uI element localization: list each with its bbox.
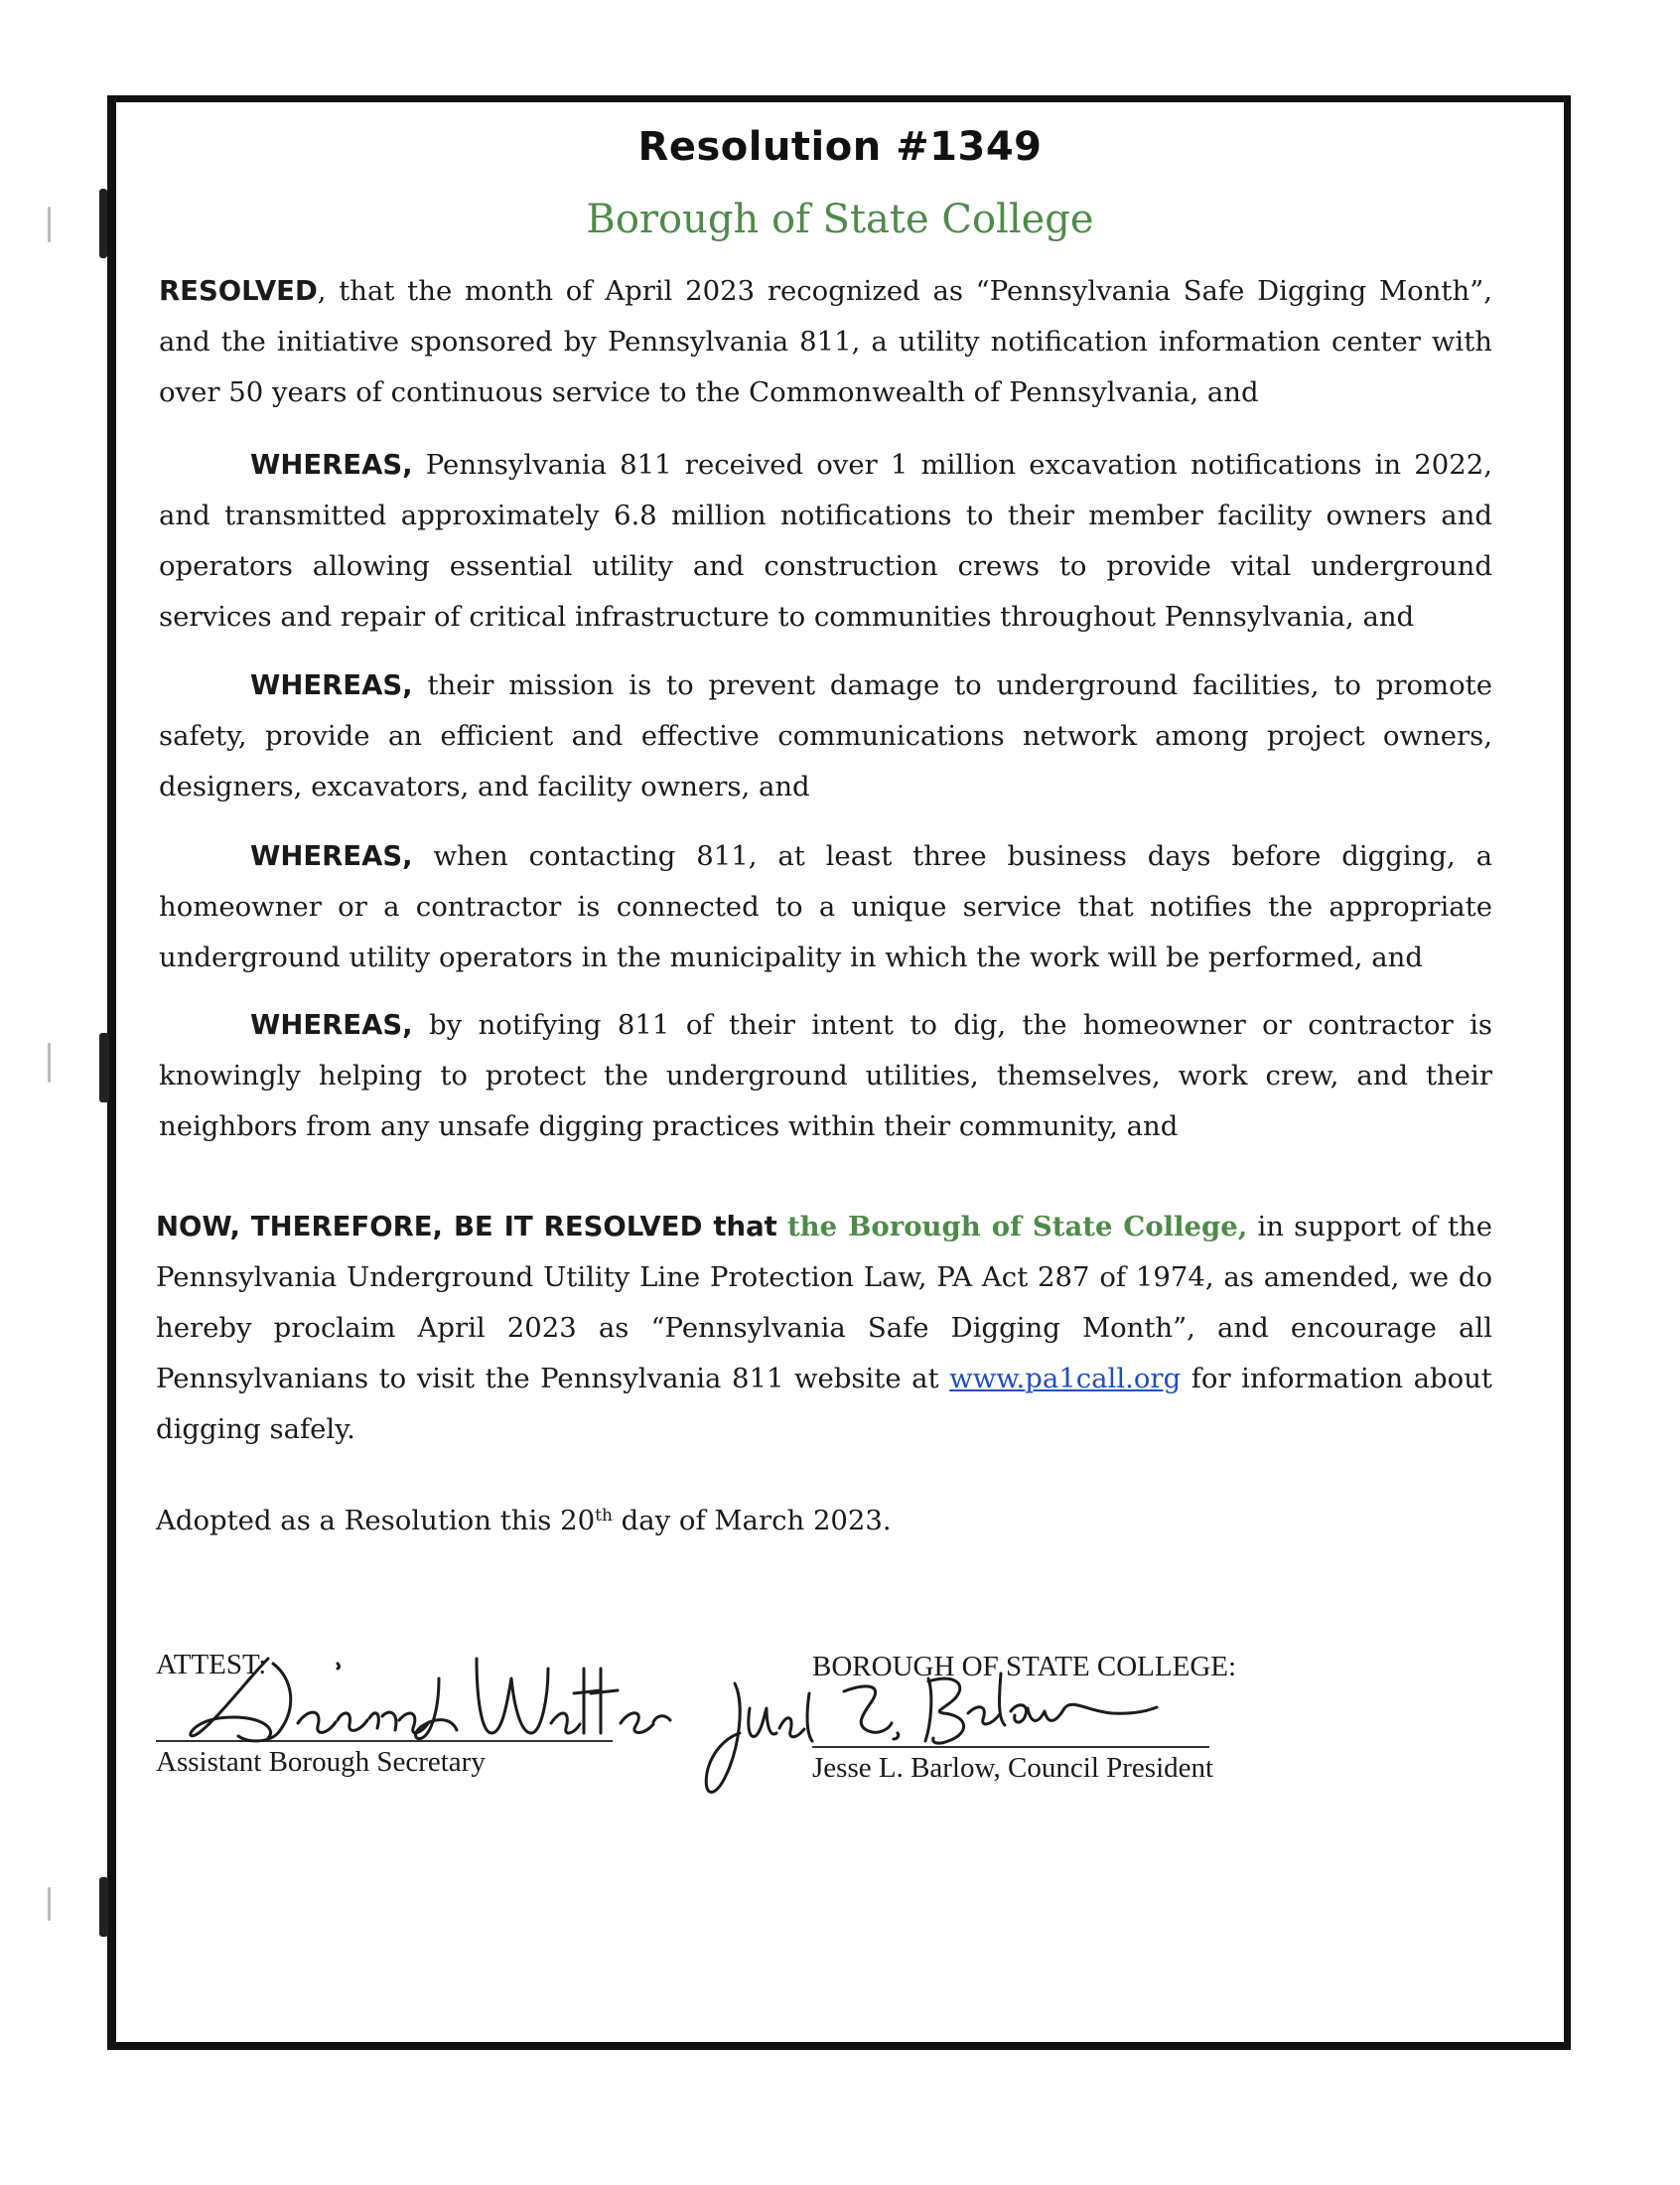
adopted-after: day of March 2023. <box>612 1505 892 1536</box>
now-therefore-lead: NOW, THEREFORE, BE IT RESOLVED that <box>156 1211 777 1242</box>
whereas-lead: WHEREAS, <box>250 449 413 481</box>
whereas-paragraph-3 <box>159 831 1492 983</box>
now-therefore-paragraph <box>156 1202 1492 1455</box>
whereas-text: when contacting 811, at least three business days before digging, a homeowner or a contractor is connected to a unique service that notifies the appropriate underground utility operators in the municipality in which the work will be performed, and <box>159 840 1492 973</box>
whereas-paragraph-4 <box>159 1000 1492 1152</box>
left-handwritten-signature <box>179 1639 675 1758</box>
pa1call-website-link[interactable]: www.pa1call.org <box>949 1363 1182 1394</box>
scan-edge-mark <box>99 1877 108 1937</box>
council-president-label: Jesse L. Barlow, Council President <box>812 1752 1214 1784</box>
attest-label: ATTEST: <box>156 1649 267 1680</box>
whereas-text: Pennsylvania 811 received over 1 million excavation notifications in 2022, and transmitted approximately 6.8 million notifications to their member facility owners and operators allowing essential utility and construction crews to provide vital underground services and repair of critical infrastructure to communities throughout Pennsylvania, and <box>159 449 1492 633</box>
adopted-before: Adopted as a Resolution this 20 <box>156 1505 596 1536</box>
adopted-line <box>156 1505 892 1536</box>
now-therefore-text-a: in support of the Pennsylvania Underground Utility Line Protection Law, PA Act 287 of 1974, as amended, we do hereby proclaim April 2023 as “Pennsylvania Safe Digging Month”, and encourage all Pennsylvanians to visit the Pennsylvania 811 website at <box>156 1211 1492 1394</box>
resolved-lead: RESOLVED <box>159 275 318 307</box>
scan-edge-mark <box>48 1887 51 1921</box>
scan-edge-mark <box>48 1043 51 1083</box>
whereas-text: by notifying 811 of their intent to dig, the homeowner or contractor is knowingly helping to protect the underground utilities, themselves, work crew, and their neighbors from any unsafe digging practices within their community, and <box>159 1009 1492 1142</box>
scan-edge-mark <box>99 1033 109 1102</box>
borough-subtitle: Borough of State College <box>586 197 1094 242</box>
resolved-paragraph <box>159 266 1492 418</box>
whereas-lead: WHEREAS, <box>250 1009 413 1041</box>
borough-of-state-college-label: BOROUGH OF STATE COLLEGE: <box>812 1651 1237 1682</box>
whereas-text: their mission is to prevent damage to underground facilities, to promote safety, provide an efficient and effective communications network among project owners, designers, excavators, and facility owners, and <box>159 669 1492 802</box>
resolved-text: , that the month of April 2023 recognized as “Pennsylvania Safe Digging Month”, and the initiative sponsored by Pennsylvania 811, a utility notification information center with over 50 years of continuous service to the Commonwealth of Pennsylvania, and <box>159 275 1492 408</box>
now-therefore-text-b: for information about digging safely. <box>156 1363 1492 1445</box>
whereas-lead: WHEREAS, <box>250 840 413 872</box>
borough-name-highlight: the Borough of State College, <box>786 1211 1248 1242</box>
whereas-lead: WHEREAS, <box>250 669 413 701</box>
resolution-title: Resolution #1349 <box>637 124 1043 170</box>
adopted-sup: th <box>595 1506 613 1526</box>
whereas-paragraph-2 <box>159 660 1492 812</box>
assistant-borough-secretary-label: Assistant Borough Secretary <box>156 1746 486 1778</box>
whereas-paragraph-1 <box>159 440 1492 643</box>
right-handwritten-signature <box>695 1654 1172 1808</box>
